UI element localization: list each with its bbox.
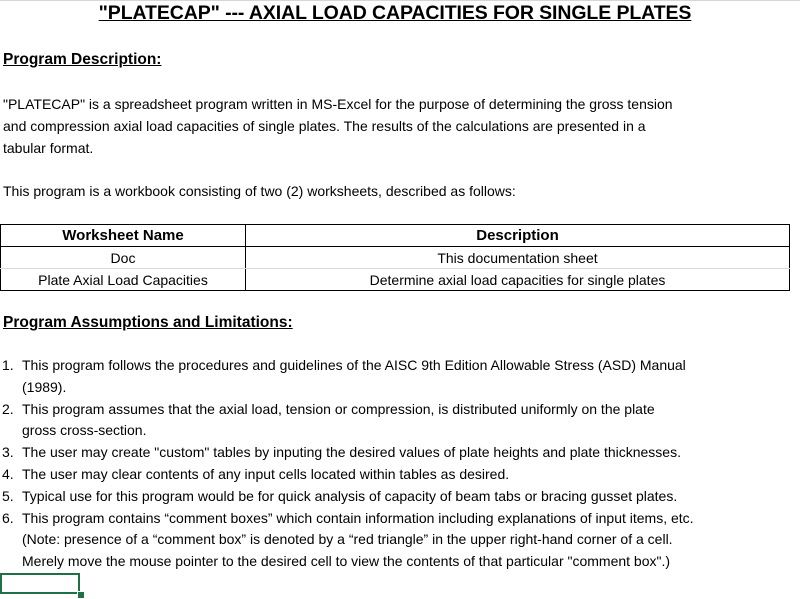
- list-text: gross cross-section.: [22, 422, 147, 439]
- assumptions-heading: Program Assumptions and Limitations:: [3, 314, 293, 331]
- list-number: 3.: [2, 444, 14, 461]
- list-number: 2.: [2, 400, 14, 417]
- table-row: [1, 247, 790, 269]
- list-text: The user may create "custom" tables by inputing the desired values of plate heights and plate thicknesses.: [22, 444, 681, 461]
- worksheet-table: [0, 224, 790, 291]
- page-title: "PLATECAP" --- AXIAL LOAD CAPACITIES FOR SINGLE PLATES: [98, 2, 692, 24]
- list-text: Merely move the mouse pointer to the desired cell to view the contents of that particular "comment box".): [22, 553, 671, 570]
- table-row: [1, 269, 790, 291]
- list-text: (Note: presence of a “comment box” is denoted by a “red triangle” in the upper right-hand corner of a cell.: [22, 531, 673, 548]
- worksheet-description-cell[interactable]: Determine axial load capacities for single plates: [246, 269, 790, 291]
- header-description: Description: [246, 225, 790, 247]
- table-header-row: [1, 225, 790, 247]
- description-line-1: "PLATECAP" is a spreadsheet program written in MS-Excel for the purpose of determining the gross tension: [3, 96, 673, 112]
- top-gridline: [0, 0, 800, 1]
- list-text: This program follows the procedures and guidelines of the AISC 9th Edition Allowable Stress (ASD) Manual: [22, 357, 686, 373]
- description-line-2: and compression axial load capacities of single plates. The results of the calculations are presented in a: [3, 118, 646, 134]
- worksheet-description-cell[interactable]: This documentation sheet: [246, 247, 790, 269]
- workbook-intro: This program is a workbook consisting of two (2) worksheets, described as follows:: [3, 183, 516, 199]
- list-number: 6.: [2, 509, 14, 526]
- list-number: 4.: [2, 465, 14, 482]
- list-text: Typical use for this program would be for quick analysis of capacity of beam tabs or bracing gusset plates.: [22, 487, 678, 504]
- list-text: This program contains “comment boxes” which contain information including explanations of input items, etc.: [22, 509, 694, 526]
- description-line-3: tabular format.: [3, 140, 94, 156]
- worksheet-name-cell[interactable]: Plate Axial Load Capacities: [1, 269, 246, 291]
- list-text: The user may clear contents of any input cells located within tables as desired.: [22, 465, 510, 482]
- list-number: 5.: [2, 487, 14, 504]
- selected-cell[interactable]: [0, 573, 80, 594]
- header-worksheet-name: Worksheet Name: [1, 225, 246, 247]
- list-text: (1989).: [22, 378, 67, 395]
- list-number: 1.: [2, 357, 14, 373]
- list-text: This program assumes that the axial load, tension or compression, is distributed uniformly on the plate: [22, 400, 655, 417]
- program-description-heading: Program Description:: [3, 51, 162, 68]
- fill-handle[interactable]: [77, 591, 85, 599]
- worksheet-name-cell[interactable]: Doc: [1, 247, 246, 269]
